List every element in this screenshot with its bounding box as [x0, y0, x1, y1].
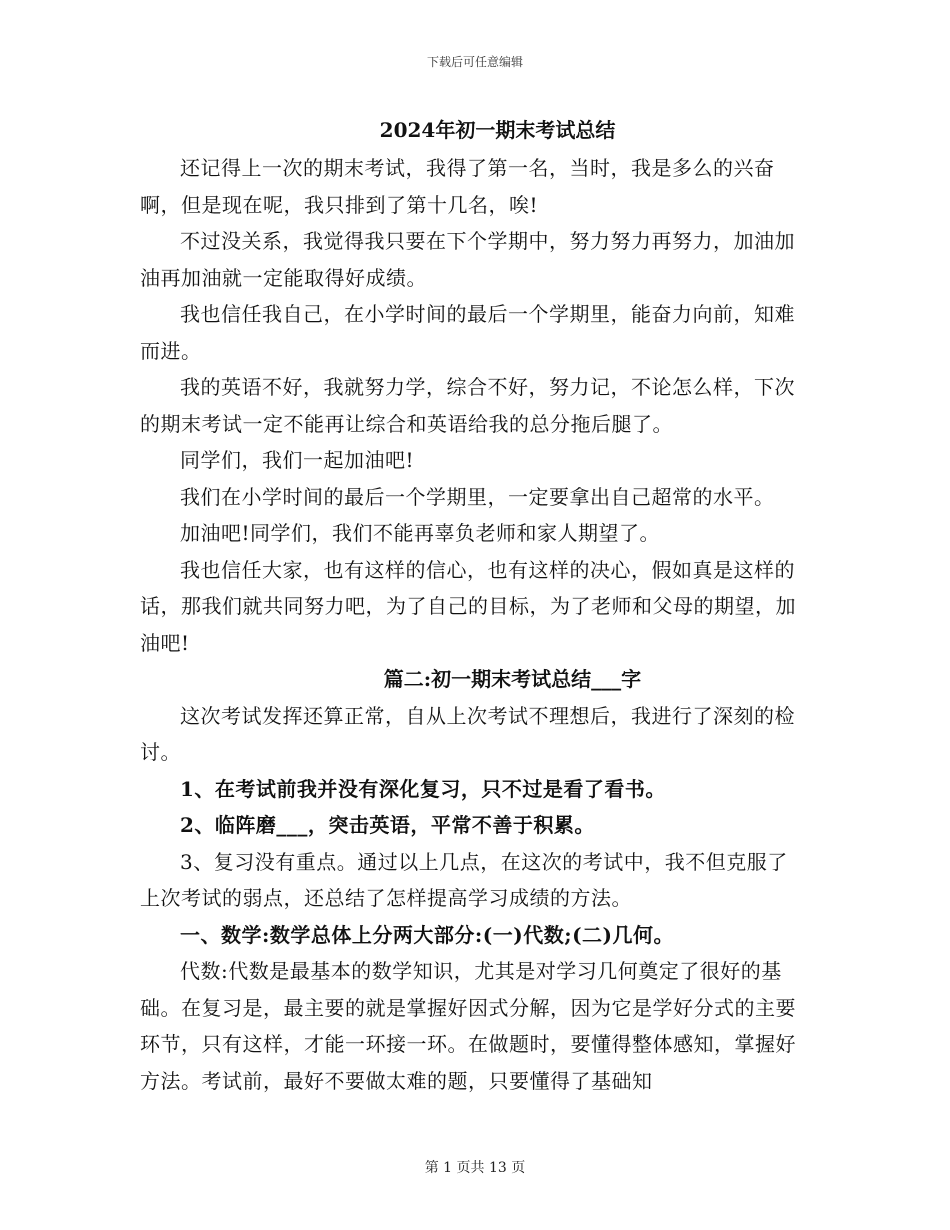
paragraph-1: 还记得上一次的期末考试，我得了第一名，当时，我是多么的兴奋啊，但是现在呢，我只排到了第十几名，唉!: [140, 156, 775, 217]
math-heading: 一、数学:数学总体上分两大部分:(一)代数;(二)几何。: [180, 922, 674, 947]
paragraph-4: 我的英语不好，我就努力学，综合不好，努力记，不论怎么样，下次的期末考试一定不能再让综合和英语给我的总分拖后腿了。: [140, 375, 795, 436]
paragraph-3: 我也信任我自己，在小学时间的最后一个学期里，能奋力向前，知难而进。: [140, 302, 795, 363]
document-title: 2024年初一期末考试总结: [379, 118, 616, 142]
section2-title: 篇二:初一期末考试总结___字: [383, 667, 642, 691]
page-header: 下载后可任意编辑: [426, 55, 523, 69]
paragraph-7: 加油吧!同学们，我们不能再辜负老师和家人期望了。: [180, 521, 661, 545]
algebra-paragraph: 代数:代数是最基本的数学知识，尤其是对学习几何奠定了很好的基础。在复习是，最主要的就是掌握好因式分解，因为它是学好分式的主要环节，只有这样，才能一环接一环。在做题时，要懂得整体感知，掌握好方法。考试前，最好不要做太难的题，只要懂得了基础知: [140, 959, 796, 1093]
page-footer: 第 1 页共 13 页: [424, 1160, 526, 1176]
paragraph-8: 我也信任大家，也有这样的信心，也有这样的决心，假如真是这样的话，那我们就共同努力吧，为了自己的目标，为了老师和父母的期望，加油吧!: [140, 557, 796, 655]
paragraph-5: 同学们，我们一起加油吧!: [180, 448, 415, 472]
paragraph-6: 我们在小学时间的最后一个学期里，一定要拿出自己超常的水平。: [180, 484, 775, 509]
document-body: [140, 110, 805, 1099]
section2-point-3: 3、复习没有重点。通过以上几点，在这次的考试中，我不但克服了上次考试的弱点，还总结了怎样提高学习成绩的方法。: [140, 849, 788, 910]
section2-point-2: 2、临阵磨___，突击英语，平常不善于积累。: [180, 813, 595, 837]
section2-point-1: 1、在考试前我并没有深化复习，只不过是看了看书。: [180, 776, 666, 801]
section2-intro: 这次考试发挥还算正常，自从上次考试不理想后，我进行了深刻的检讨。: [140, 703, 795, 764]
paragraph-2: 不过没关系，我觉得我只要在下个学期中，努力努力再努力，加油加油再加油就一定能取得好成绩。: [140, 229, 795, 290]
